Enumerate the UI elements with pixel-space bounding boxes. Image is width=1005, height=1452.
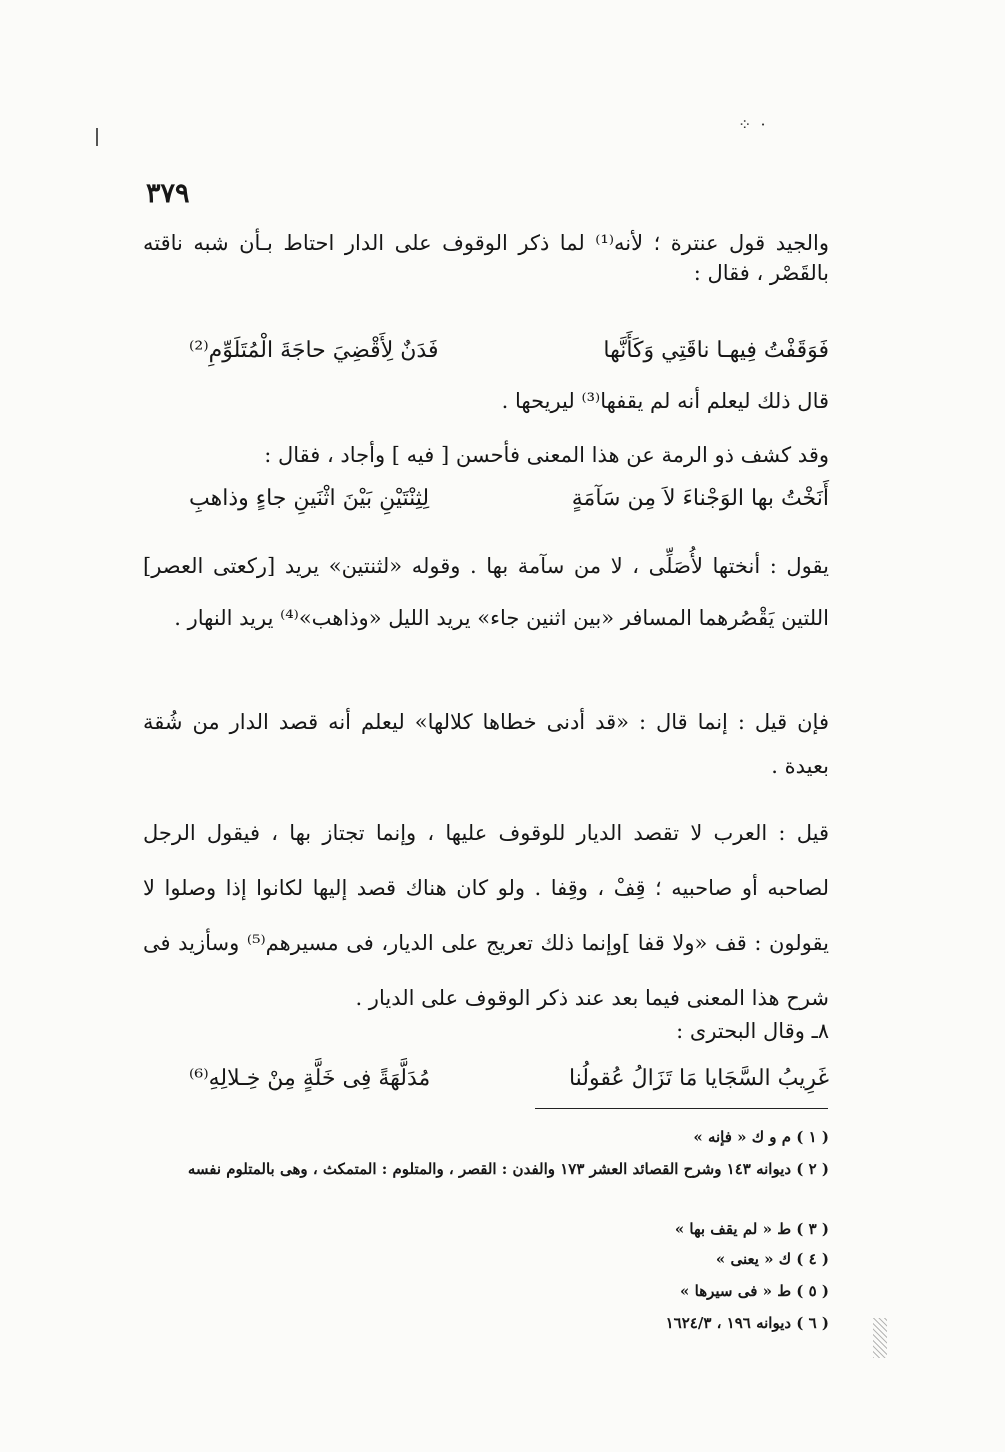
footnote-1: ( ١ ) م و ك « فإنه » bbox=[693, 1128, 829, 1146]
verse-2 bbox=[189, 484, 829, 514]
page-number: ٣٧٩ bbox=[146, 178, 190, 209]
paragraph-2: قال ذلك ليعلم أنه لم يقفها⁽³⁾ ليريحها . bbox=[501, 389, 829, 413]
paragraph-3: وقد كشف ذو الرمة عن هذا المعنى فأحسن [ فيه ] وأجاد ، فقال : bbox=[264, 443, 829, 467]
poem-attribution: ٨ـ وقال البحترى : bbox=[676, 1019, 829, 1043]
verse-3-second-hemistich: مُدَلَّهَةً فِى خَلَّةٍ مِنْ خِـلالِهِ⁽⁶⁾ bbox=[189, 1066, 431, 1091]
paragraph-6: قيل : العرب لا تقصد الديار للوقوف عليها ، وإنما تجتاز بها ، فيقول الرجل لصاحبه أو صاحبيه ؛ قِفْ ، وقِفا . ولو كان هناك قصد إليها لكانوا إذا وصلوا لا يقولون : قف «ولا قفا ]وإنما ذلك تعريج على الديار، فى مسيرهم⁽⁵⁾ وسأزيد فى شرح هذا المعنى فيما بعد عند ذكر الوقوف على الديار . bbox=[143, 821, 829, 1010]
footnote-divider bbox=[535, 1108, 828, 1109]
paragraph-5: فإن قيل : إنما قال : «قد أدنى خطاها كلالها» ليعلم أنه قصد الدار من شُقة بعيدة . bbox=[143, 710, 829, 778]
scan-noise-mark bbox=[873, 1318, 887, 1358]
footnote-4: ( ٤ ) ك « يعنى » bbox=[715, 1250, 829, 1268]
verse-1-first-hemistich: فَوَقَفْتُ فِيهـا ناقَتِي وَكَأَنَّها bbox=[603, 338, 829, 363]
verse-1-second-hemistich: فَدَنٌ لِأَقْضِيَ حاجَةَ الْمُتَلَوِّمِ⁽²⁾ bbox=[189, 338, 439, 363]
scan-edge-mark bbox=[96, 128, 98, 146]
paragraph-1: والجيد قول عنترة ؛ لأنه⁽¹⁾ لما ذكر الوقوف على الدار احتاط بـأن شبه ناقته بالقَصْر ، فقال : bbox=[143, 231, 829, 285]
verse-1 bbox=[189, 336, 829, 366]
paragraph-4: يقول : أنختها لأُصَلِّى ، لا من سآمة بها . وقوله «لثنتين» يريد [ركعتى العصر] اللتين يَقْصُرهما المسافر «بين اثنين جاء» يريد الليل «وذاهب»⁽⁴⁾ يريد النهار . bbox=[143, 554, 829, 630]
verse-3-first-hemistich: غَرِيبُ السَّجَايا مَا تَزَالُ عُقولُنا bbox=[568, 1066, 829, 1091]
verse-2-first-hemistich: أَنَخْتُ بها الوَجْناءَ لاَ مِن سَآمَةٍ bbox=[571, 486, 829, 511]
footnote-5: ( ٥ ) ط « فى سيرها » bbox=[680, 1282, 829, 1300]
footnote-6: ( ٦ ) ديوانه ١٩٦ ، ١٦٢٤/٣ bbox=[665, 1314, 829, 1332]
page-specks: ⁘ · bbox=[738, 115, 768, 134]
footnote-3: ( ٣ ) ط « لم يقف بها » bbox=[674, 1220, 829, 1238]
verse-2-second-hemistich: لِثِنْتَيْنِ بَيْنَ اثْنَينِ جاءٍ وذاهبِ bbox=[189, 486, 430, 511]
verse-3 bbox=[189, 1064, 829, 1094]
footnote-2: ( ٢ ) ديوانه ١٤٣ وشرح القصائد العشر ١٧٣ والفدن : القصر ، والمتلوم : المتمكث ، وهى بالمتلوم نفسه bbox=[187, 1160, 829, 1178]
